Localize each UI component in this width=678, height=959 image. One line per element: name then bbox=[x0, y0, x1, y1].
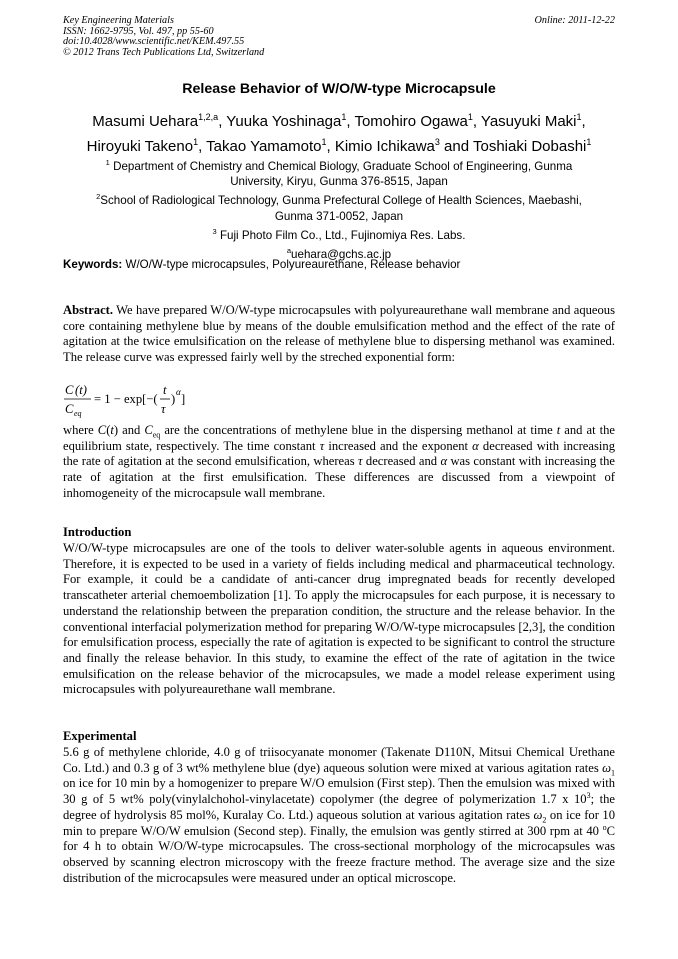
affiliation-2-cont: Gunma 371-0052, Japan bbox=[274, 209, 404, 223]
journal-name: Key Engineering Materials bbox=[63, 15, 174, 26]
author-name: , Yasuyuki Maki bbox=[472, 113, 577, 130]
eq-close-paren: ) bbox=[171, 392, 176, 406]
author-name: , Yuuka Yoshinaga bbox=[218, 113, 342, 130]
affiliation-3: $^3$ Fuji Photo Film Co., Ltd., Fujinomiya Res. Labs. bbox=[212, 226, 466, 242]
eq-numerator-c: C bbox=[65, 383, 74, 397]
eq-denominator-sub: eq bbox=[74, 409, 82, 418]
affiliation-1-cont: University, Kiryu, Gunma 376-8515, Japan bbox=[230, 175, 448, 189]
author-affiliation-mark: 1,2,a bbox=[198, 112, 219, 122]
eq-end-bracket: ] bbox=[181, 392, 186, 406]
eq-inner-t: t bbox=[163, 383, 167, 397]
copyright-line: © 2012 Trans Tech Publications Ltd, Switzerland bbox=[63, 46, 265, 58]
author-name: , Kimio Ichikawa bbox=[326, 138, 435, 155]
abstract-paragraph-1 bbox=[63, 303, 615, 366]
section-heading-experimental: Experimental bbox=[63, 729, 137, 743]
eq-denominator-c: C bbox=[65, 402, 74, 416]
abstract-paragraph-2: where C(t) and $C_{eq}$ are the concentrations of methylene blue in the dispersing methanol at time t and at the equilibrium state, respectively. The time constant τ increased and the exponent α decreased with increasing the rate of agitation at the second emulsification, whereas τ decreased and α was constant with increasing the rate of agitation at the first emulsification. These differences are discussed from a viewpoint of inhomogeneity of the microcapsule wall membrane. bbox=[63, 423, 615, 500]
affiliation-1: $^1$ Department of Chemistry and Chemical Biology, Graduate School of Engineering, Gunma bbox=[105, 158, 573, 173]
eq-rhs: = 1 − exp[−( bbox=[94, 392, 158, 406]
corresponding-email: $^a$uehara@gchs.ac.jp bbox=[286, 246, 392, 261]
doi-line: doi:10.4028/www.scientific.net/KEM.497.55 bbox=[63, 36, 245, 47]
affiliation-2: $^2$School of Radiological Technology, Gunma Prefectural College of Health Sciences, Maebashi, bbox=[96, 192, 582, 208]
author-name: , Tomohiro Ogawa bbox=[346, 113, 468, 130]
author-affiliation-mark: 1 bbox=[467, 112, 473, 122]
affiliations bbox=[63, 155, 615, 262]
author-affiliation-mark: 1 bbox=[576, 112, 582, 122]
author-separator: , bbox=[581, 113, 586, 130]
eq-numerator-t: (t) bbox=[75, 383, 87, 397]
abstract-text: We have prepared W/O/W-type microcapsules with polyureaurethane wall membrane and aqueous core containing methylene blue by means of the double emulsification method and the effect of the rate of agitation at the twice emulsification on the release of methylene blue to dispersing methanol was examined. The release curve was expressed fairly well by the streched exponential form: bbox=[63, 303, 615, 365]
issn-line: ISSN: 1662-9795, Vol. 497, pp 55-60 bbox=[63, 25, 214, 37]
keywords-text: W/O/W-type microcapsules, Polyureaurethane, Release behavior bbox=[122, 258, 461, 271]
running-header bbox=[63, 16, 615, 58]
author-affiliation-mark: 1 bbox=[193, 137, 199, 147]
abstract-label: Abstract. bbox=[63, 303, 114, 317]
author-name: Masumi Uehara bbox=[92, 113, 199, 130]
author-name: Hiroyuki Takeno bbox=[86, 138, 194, 155]
paper-title: Release Behavior of W/O/W-type Microcapsule bbox=[182, 81, 496, 97]
experimental-paragraph: 5.6 g of methylene chloride, 4.0 g of triisocyanate monomer (Takenate D110N, Mitsui Chemical Urethane Co. Ltd.) and 0.3 g of 3 wt% methylene blue (dye) aqueous solution were mixed at various agitation rates $\omega_1$ on ice for 10 min by a homogenizer to prepare W/O emulsion (First step). Then the emulsion was mixed with 30 g of 5 wt% poly(vinylalchohol-vinylacetate) copolymer (the degree of polymerization 1.7 x $10^3$; the degree of hydrolysis 85 mol%, Kuralay Co. Ltd.) aqueous solution at various agitation rates $\omega_2$ on ice for 10 min to prepare W/O/W emulsion (Second step). Finally, the emulsion was gently stirred at 300 rpm at 40 $^o$C for 4 h to obtain W/O/W-type microcapsules. The cross-sectional morphology of the microcapsules was observed by scanning electron microscopy with the freeze fracture method. The average size and the size distribution of the microcapsules were measured under an optical microscope. bbox=[63, 745, 615, 885]
release-equation bbox=[63, 381, 363, 421]
author-name: and Toshiaki Dobashi bbox=[439, 138, 587, 155]
keywords-label: Keywords: bbox=[63, 258, 123, 271]
keywords bbox=[63, 258, 615, 271]
section-heading-introduction: Introduction bbox=[63, 525, 132, 539]
eq-inner-tau: τ bbox=[161, 402, 166, 416]
author-affiliation-mark: 3 bbox=[434, 137, 440, 147]
author-affiliation-mark: 1 bbox=[586, 137, 592, 147]
author-name: , Takao Yamamoto bbox=[198, 138, 322, 155]
introduction-paragraph: W/O/W-type microcapsules are one of the tools to deliver water-soluble agents in aqueous environment. Therefore, it is expected to be used in a variety of fields including medical and pharmaceutical technology. For example, it could be a candidate of anti-cancer drug impregnated beads for recently developed transcatheter arterial chemoembolization [1]. To apply the microcapsules for each purpose, it is necessary to understand the relationship between the preparation condition, the structure and the release behavior. In the conventional interfacial polymerization method for preparing W/O/W-type microcapsules [2,3], the condition for emulsification process, especially the rate of agitation is expected to be significant to control the structure and finally the release behavior. In this study, to examine the effect of the rate of agitation in the twice emulsification on the release behavior of the microcapsules, we made a model release experiment using microcapsules with polyureaurethane wall membrane. bbox=[63, 541, 615, 697]
author-list bbox=[63, 107, 615, 157]
author-affiliation-mark: 1 bbox=[321, 137, 327, 147]
author-affiliation-mark: 1 bbox=[341, 112, 347, 122]
eq-alpha: α bbox=[176, 387, 181, 397]
online-date: Online: 2011-12-22 bbox=[534, 15, 615, 26]
